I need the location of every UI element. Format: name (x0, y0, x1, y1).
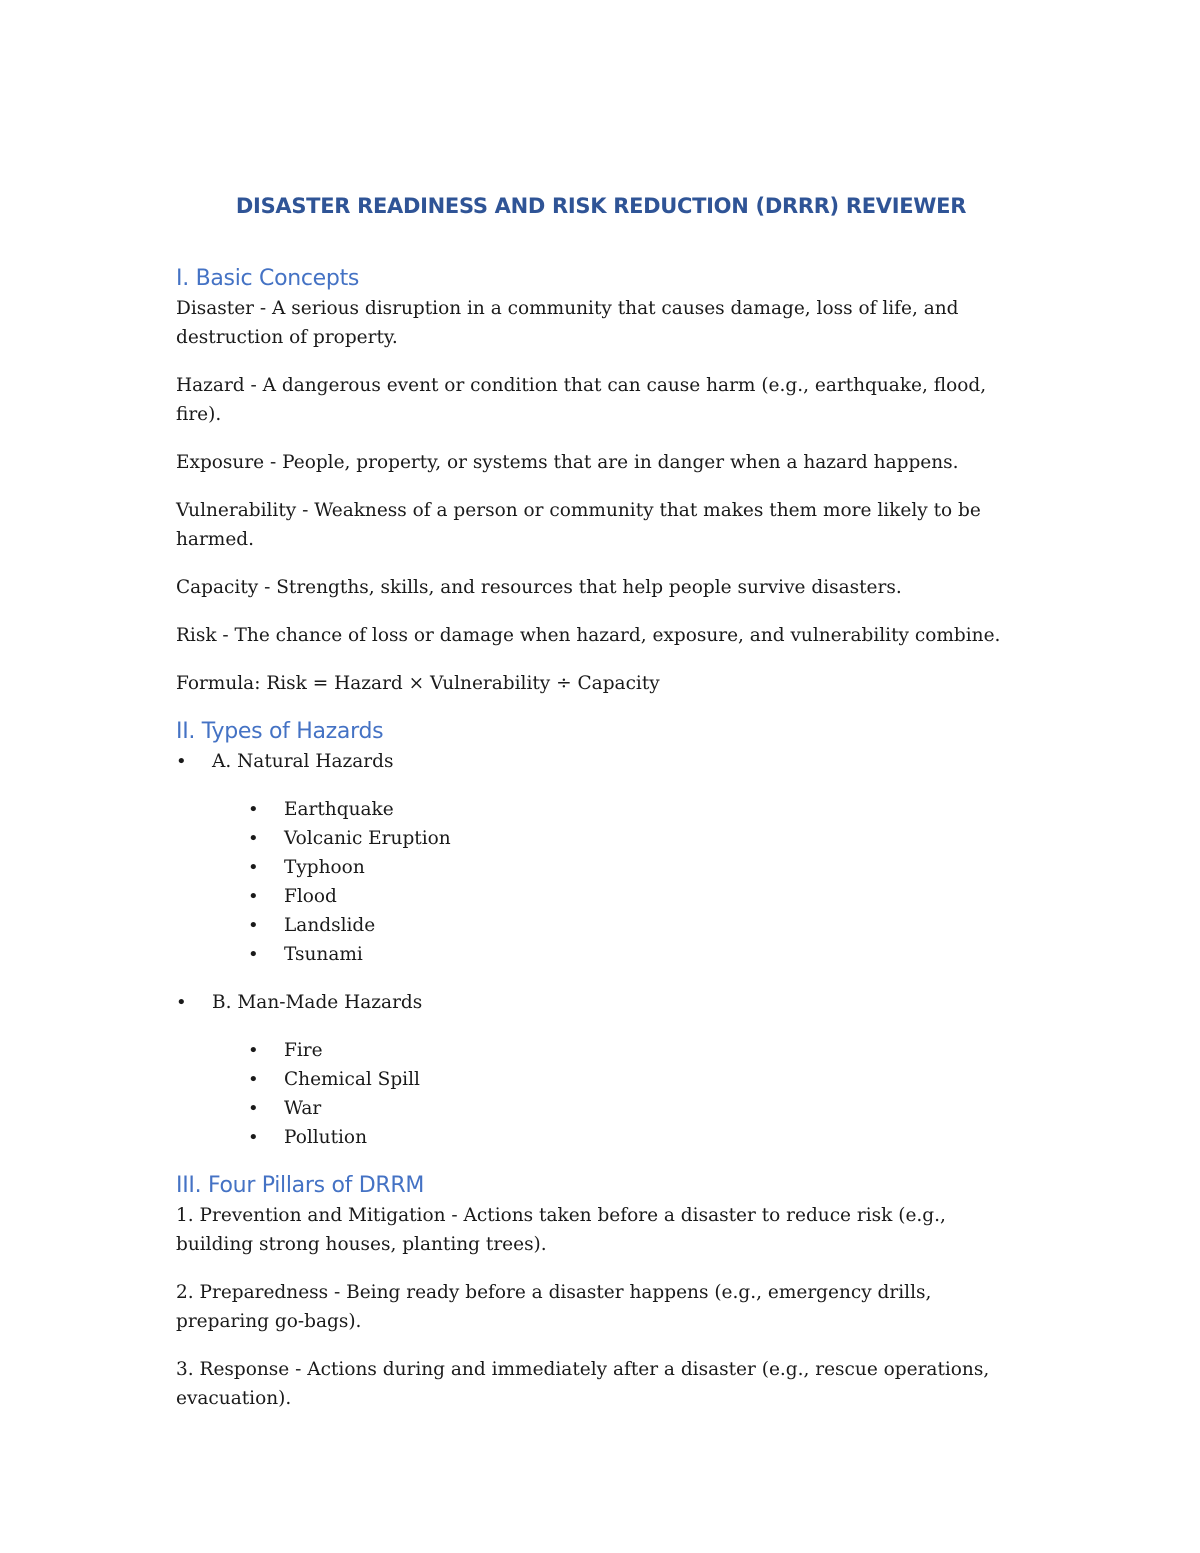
natural-hazards-list (212, 795, 1026, 969)
definition-vulnerability: Vulnerability - Weakness of a person or community that makes them more likely to be harmed. (176, 500, 981, 550)
definition-hazard: Hazard - A dangerous event or condition that can cause harm (e.g., earthquake, flood, fire). (176, 375, 987, 425)
pillar-response: 3. Response - Actions during and immediately after a disaster (e.g., rescue operations, evacuation). (176, 1359, 990, 1409)
definition-risk: Risk - The chance of loss or damage when hazard, exposure, and vulnerability combine. (176, 625, 1001, 646)
definition-capacity: Capacity - Strengths, skills, and resources that help people survive disasters. (176, 577, 902, 598)
list-item: • Fire (212, 1036, 1026, 1065)
list-item: • Typhoon (212, 853, 1026, 882)
list-item (176, 988, 1026, 1152)
list-item (176, 747, 1026, 969)
pillar-preparedness: 2. Preparedness - Being ready before a disaster happens (e.g., emergency drills, preparing go-bags). (176, 1282, 932, 1332)
document-title: DISASTER READINESS AND RISK REDUCTION (DRRR) REVIEWER (235, 194, 967, 218)
risk-formula: Formula: Risk = Hazard × Vulnerability ÷ Capacity (176, 673, 660, 694)
definition-disaster: Disaster - A serious disruption in a community that causes damage, loss of life, and destruction of property. (176, 298, 959, 348)
section-heading-types-of-hazards: II. Types of Hazards (176, 719, 384, 744)
list-item: • Chemical Spill (212, 1065, 1026, 1094)
list-item: • Landslide (212, 911, 1026, 940)
list-item: • Volcanic Eruption (212, 824, 1026, 853)
list-item: • Pollution (212, 1123, 1026, 1152)
pillar-prevention-mitigation: 1. Prevention and Mitigation - Actions taken before a disaster to reduce risk (e.g., building strong houses, planting trees). (176, 1205, 946, 1255)
list-item: • Earthquake (212, 795, 1026, 824)
list-item: • Tsunami (212, 940, 1026, 969)
group-label-natural-hazards: A. Natural Hazards (212, 751, 394, 772)
document-body (176, 190, 1026, 1432)
man-made-hazards-list (212, 1036, 1026, 1152)
list-item: • Flood (212, 882, 1026, 911)
section-heading-four-pillars: III. Four Pillars of DRRM (176, 1173, 425, 1198)
section-heading-basic-concepts: I. Basic Concepts (176, 266, 360, 291)
definition-exposure: Exposure - People, property, or systems that are in danger when a hazard happens. (176, 452, 959, 473)
hazard-groups-list (176, 747, 1026, 1152)
group-label-man-made-hazards: B. Man-Made Hazards (212, 992, 423, 1013)
list-item: • War (212, 1094, 1026, 1123)
